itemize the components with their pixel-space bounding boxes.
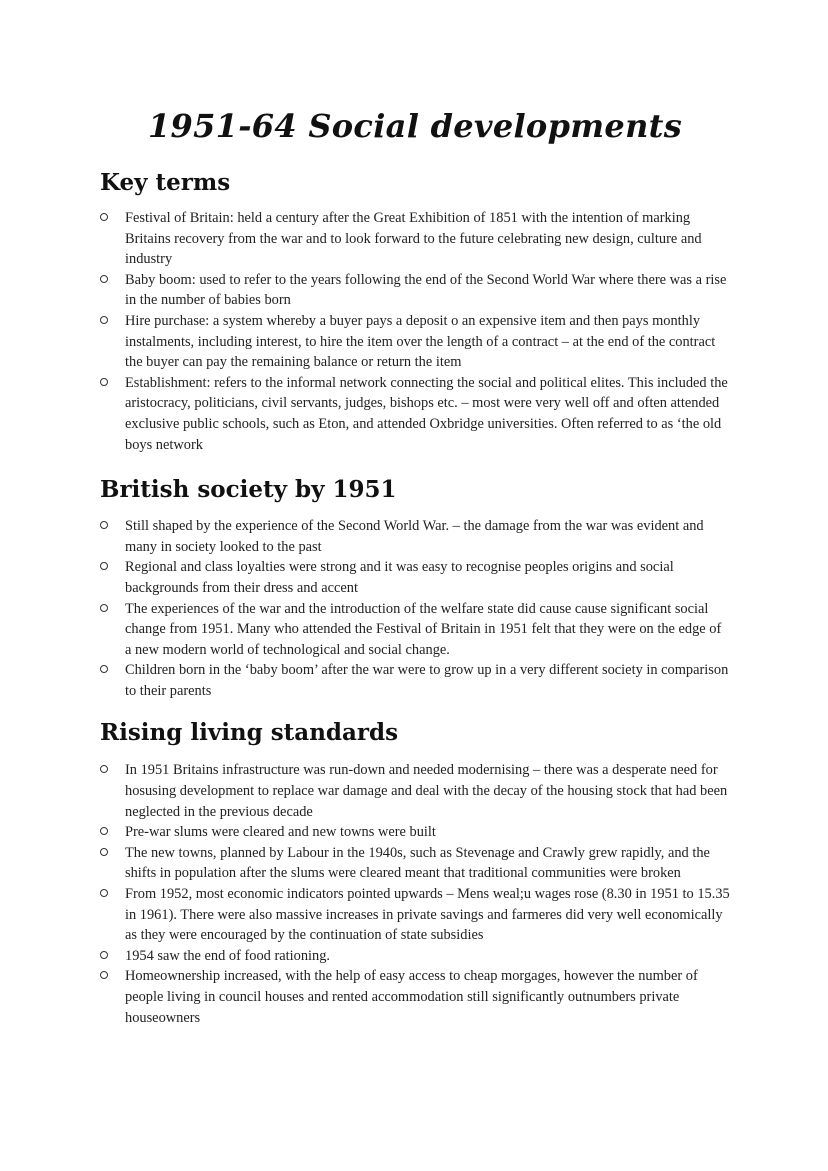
list-item-text: Baby boom: used to refer to the years following the end of the Second World War where there was a rise in the number of babies born [125,271,727,309]
key-terms-list [100,208,730,455]
hollow-bullet-icon [100,971,108,979]
list-item [100,557,730,598]
list-item-text: From 1952, most economic indicators pointed upwards – Mens weal;u wages rose (8.30 in 1951 to 15.35 in 1961). There were also massive increases in private savings and farmeres did very well economically as they were encouraged by the continuation of state subsidies [125,886,730,944]
list-item [100,599,730,661]
list-item [100,373,730,455]
hollow-bullet-icon [100,604,108,612]
british-society-list [100,516,730,701]
hollow-bullet-icon [100,951,108,959]
hollow-bullet-icon [100,521,108,529]
hollow-bullet-icon [100,213,108,221]
list-item-text: Homeownership increased, with the help of easy access to cheap morgages, however the number of people living in council houses and rented accommodation still significantly outnumbers private houseowners [125,968,698,1026]
living-standards-list [100,760,730,1028]
list-item-text: Pre-war slums were cleared and new towns were built [125,824,436,841]
hollow-bullet-icon [100,889,108,897]
list-item-text: Hire purchase: a system whereby a buyer pays a deposit o an expensive item and then pays monthly instalments, including interest, to hire the item over the length of a contract – at the end of the contract the buyer can pay the remaining balance or return the item [125,312,716,371]
page-title: 1951-64 Social developments [147,107,683,145]
list-item-text: In 1951 Britains infrastructure was run-down and needed modernising – there was a desperate need for hosusing development to replace war damage and deal with the decay of the housing stock that had been neglected in the previous decade [125,762,728,820]
list-item-text: Regional and class loyalties were strong and it was easy to recognise peoples origins and social backgrounds from their dress and accent [125,559,674,596]
hollow-bullet-icon [100,562,108,570]
list-item [100,660,730,701]
hollow-bullet-icon [100,848,108,856]
list-item-text: 1954 saw the end of food rationing. [125,947,331,964]
list-item-text: The experiences of the war and the introduction of the welfare state did cause cause significant social change from 1951. Many who attended the Festival of Britain in 1951 felt that they were on the edge of a new modern world of technological and social change. [125,600,722,658]
list-item [100,311,730,373]
list-item [100,270,730,311]
list-item-text: Still shaped by the experience of the Second World War. – the damage from the war was evident and many in society looked to the past [125,518,704,555]
hollow-bullet-icon [100,827,108,835]
list-item-text: The new towns, planned by Labour in the 1940s, such as Stevenage and Crawly grew rapidly, and the shifts in population after the slums were cleared meant that traditional communities were broken [125,844,710,882]
list-item [100,822,730,843]
list-item [100,843,730,884]
heading-key-terms: Key terms [100,169,231,196]
hollow-bullet-icon [100,275,108,283]
list-item [100,516,730,557]
list-item [100,966,730,1028]
list-item-text: Children born in the ‘baby boom’ after the war were to grow up in a very different society in comparison to their parents [125,662,729,699]
hollow-bullet-icon [100,765,108,773]
list-item [100,208,730,270]
list-item [100,884,730,946]
hollow-bullet-icon [100,316,108,324]
hollow-bullet-icon [100,378,108,386]
heading-rising-living-standards: Rising living standards [100,719,399,747]
list-item-text: Establishment: refers to the informal network connecting the social and political elites. This included the aristocracy, politicians, civil servants, judges, bishops etc. – most were very well off and often attended exclusive public schools, such as Eton, and attended Oxbridge universities. Often referred to as ‘the old boys network [125,374,728,453]
hollow-bullet-icon [100,665,108,673]
list-item-text: Festival of Britain: held a century after the Great Exhibition of 1851 with the intention of marking Britains recovery from the war and to look forward to the future celebrating new design, culture and industry [125,210,702,268]
list-item [100,946,730,967]
heading-british-society: British society by 1951 [100,476,397,504]
list-item [100,760,730,822]
